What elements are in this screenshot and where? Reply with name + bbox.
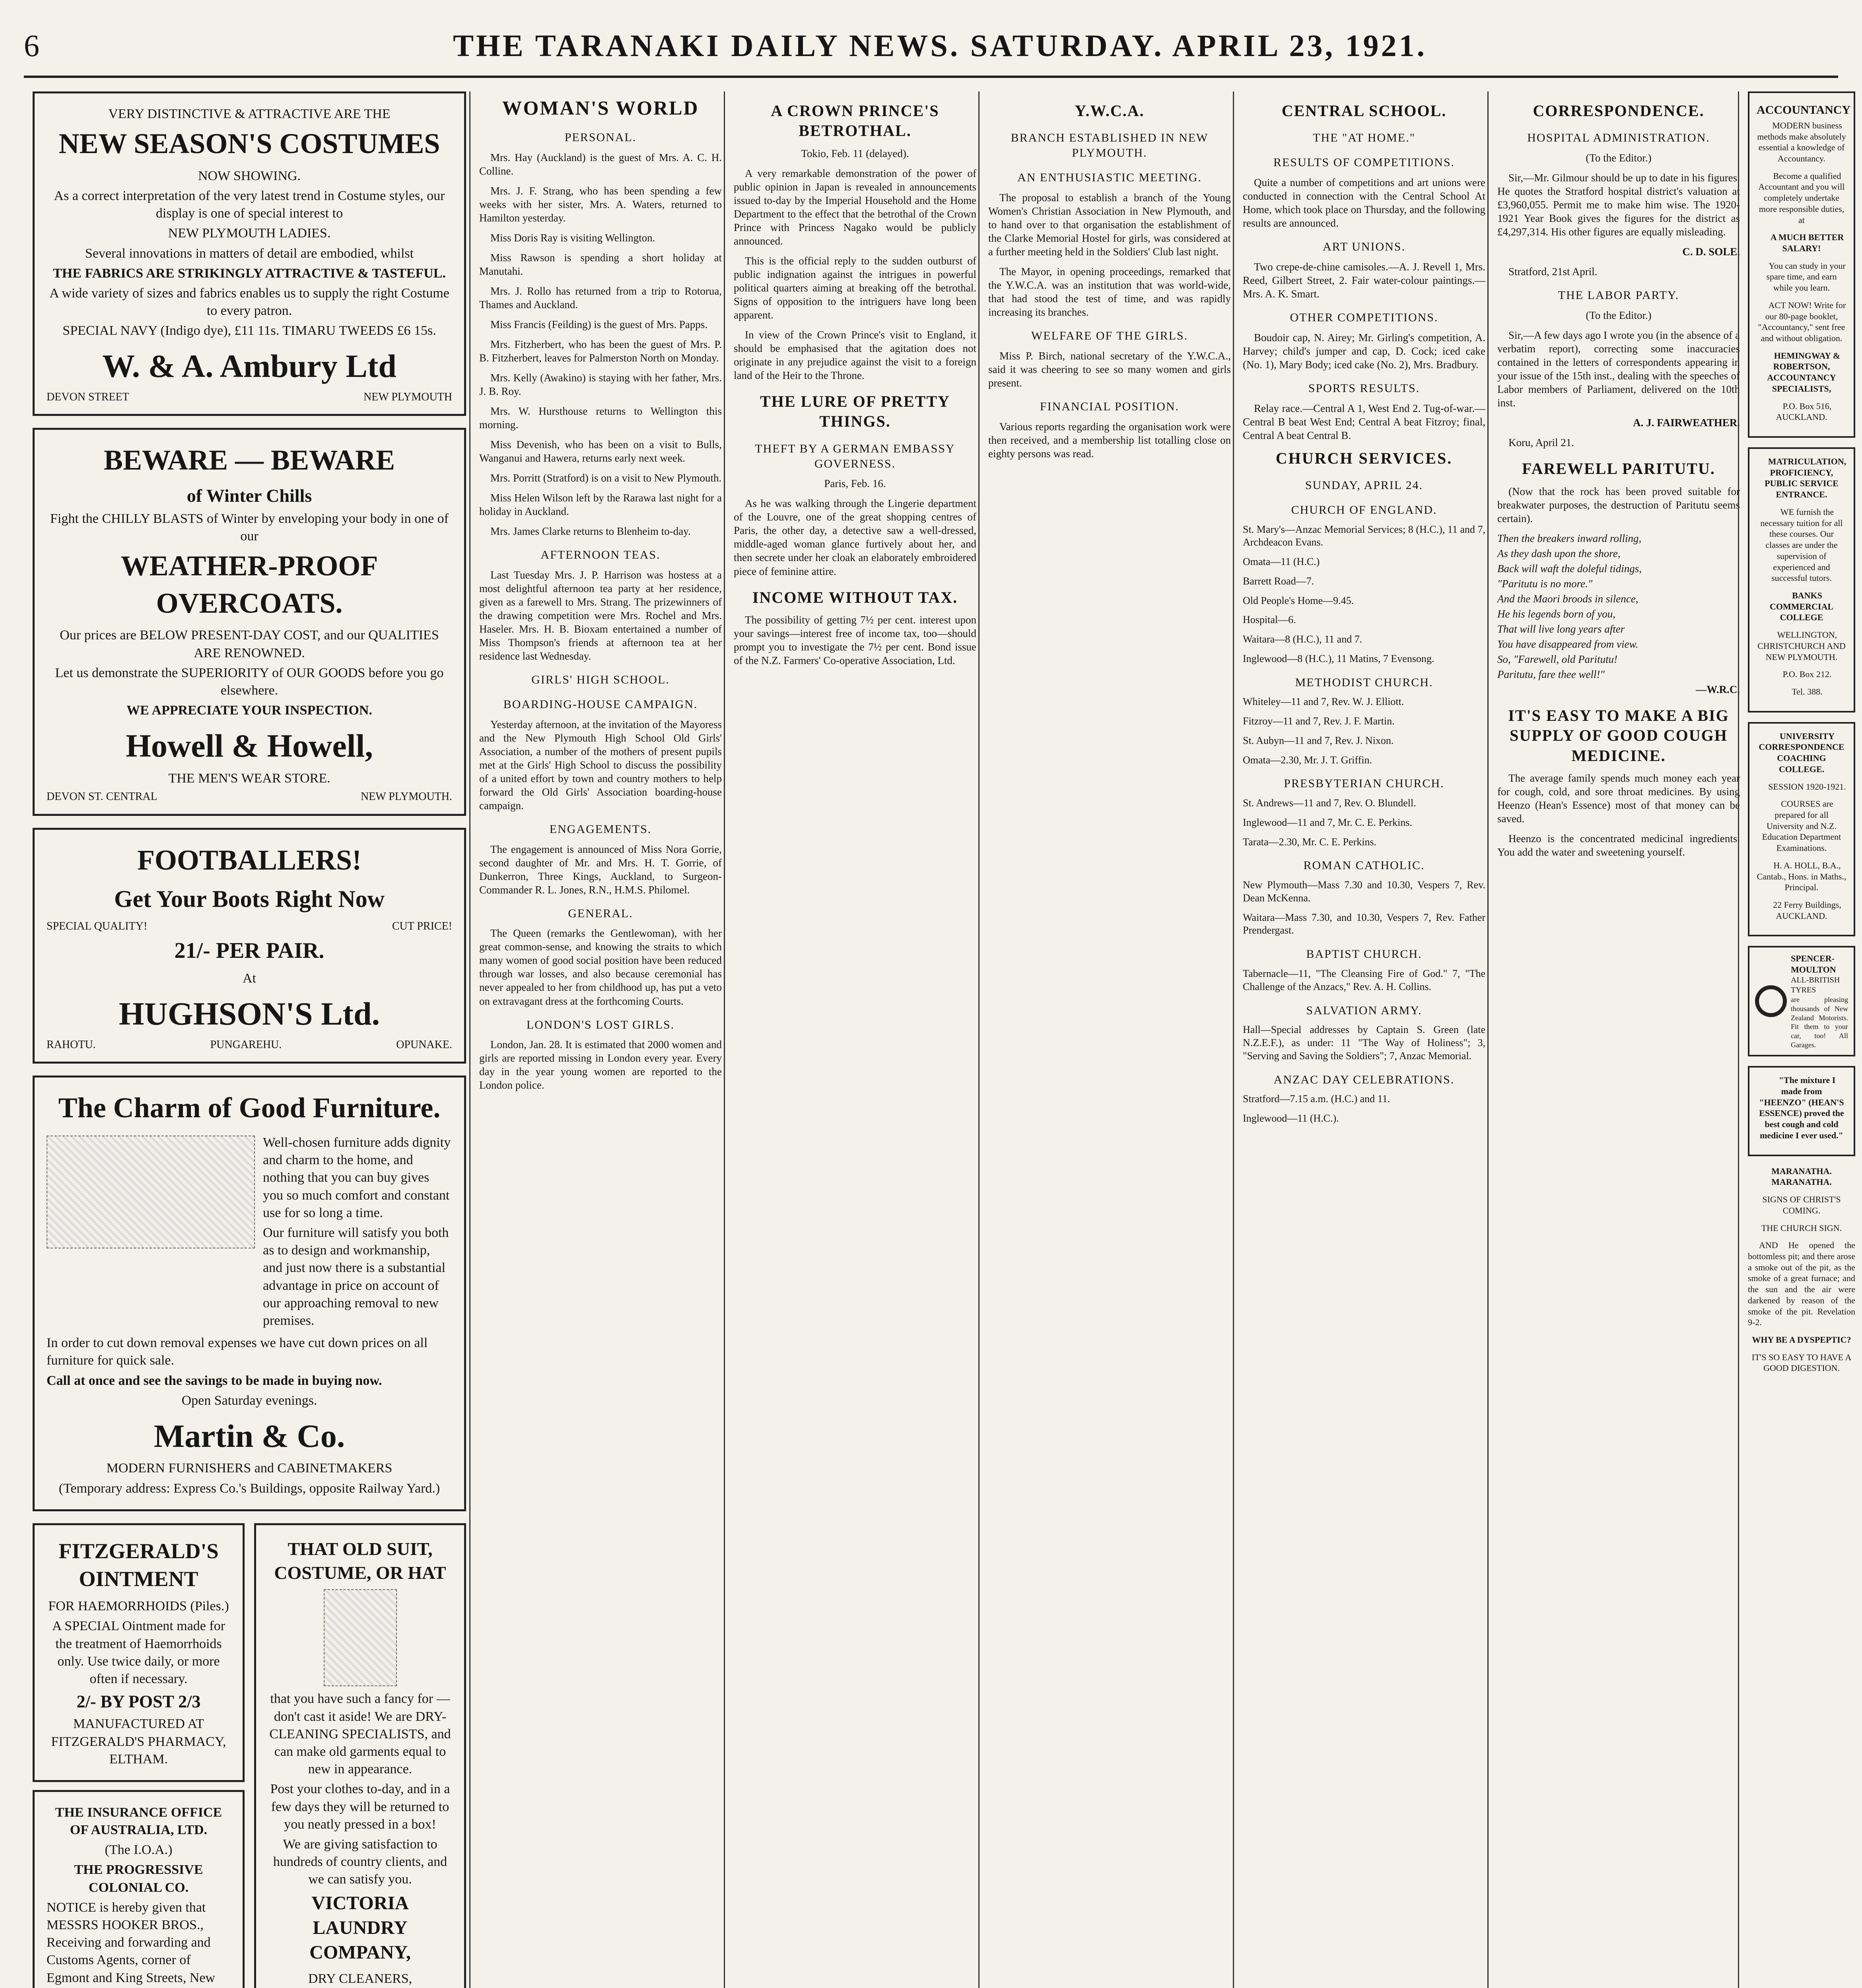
sideboard-illustration xyxy=(47,1136,255,1248)
womans-world-column xyxy=(469,91,731,1988)
letter-body: Sir,—A few days ago I wrote you (in the absence of a verbatim report), correcting some inaccuracies contained in the letters of correspondents appearing in your issue of the 15th inst., dealing with the speeches of Labor members of Parliament, delivered on the 10th inst. xyxy=(1497,329,1740,409)
ad-firm-name: HUGHSON'S Ltd. xyxy=(119,996,380,1032)
ad-call: Call at once and see the savings to be made in buying now. xyxy=(47,1373,382,1388)
ad-tagline: MODERN FURNISHERS and CABINETMAKERS xyxy=(106,1461,393,1476)
ad-body: COURSES are prepared for all University and N.Z. Education Department Examinations. xyxy=(1762,799,1841,853)
section-subhead: SIGNS OF CHRIST'S COMING. xyxy=(1762,1194,1841,1215)
ad-invite: WE APPRECIATE YOUR INSPECTION. xyxy=(126,703,372,718)
personal-item: Miss Helen Wilson left by the Rarawa last night for a holiday in Auckland. xyxy=(479,492,722,518)
masthead xyxy=(24,16,1838,78)
article-subhead: THEFT BY A GERMAN EMBASSY GOVERNESS. xyxy=(755,442,955,470)
article-headline: Y.W.C.A. xyxy=(1075,102,1145,120)
ad-body: You can study in your spare time, and earn while you learn. xyxy=(1766,260,1846,293)
letter-to: (To the Editor.) xyxy=(1586,152,1652,164)
article-body: In view of the Crown Prince's visit to England, it should be emphasised that the agitation does not originate in any prejudice against the visit to a foreign land of the Heir to the Throne. xyxy=(734,328,976,382)
heenzo-quote-ad xyxy=(1748,1066,1855,1156)
church-service-entry: Omata—11 (H.C.) xyxy=(1243,556,1320,568)
ad-body: WE furnish the necessary tuition for all these courses. Our classes are under the supervision of experienced and successful tutors. xyxy=(1760,507,1843,583)
poem-line: So, "Farewell, old Paritutu! xyxy=(1497,653,1618,665)
section-subhead: AFTERNOON TEAS. xyxy=(540,548,661,562)
heenzo-body: The average family spends much money each year for cough, cold, and sore throat medicines. By using Heenzo (Hean's Essence) most of that money can be saved. xyxy=(1497,772,1740,825)
article-body: The possibility of getting 7½ per cent. interest upon your savings—interest free of income tax, too—should prompt you to investigate the 7½ per cent. Bond issue of the N.Z. Farmers' Co-operative Association, Ltd. xyxy=(734,613,976,666)
section-subhead: THE CHURCH SIGN. xyxy=(1761,1223,1842,1233)
personal-item: Miss Francis (Feilding) is the guest of Mrs. Papps. xyxy=(490,318,707,330)
section-subhead: WHY BE A DYSPEPTIC? xyxy=(1752,1334,1851,1345)
ad-feature: THE FABRICS ARE STRIKINGLY ATTRACTIVE & TASTEFUL. xyxy=(53,266,446,281)
personal-item: Mrs. W. Hursthouse returns to Wellington this morning. xyxy=(479,405,722,431)
article-body: The proposal to establish a branch of the Young Women's Christian Association in New Plymouth, and to hand over to that organisation the establishment of the Clarke Memorial Hostel for girls, was considered at a further meeting held in the Soldiers' Club last night. xyxy=(988,191,1231,258)
church-service-entry: St. Aubyn—11 and 7, Rev. J. Nixon. xyxy=(1243,734,1394,746)
ad-tutor: H. A. HOLL, B.A., Cantab., Hons. in Maths., Principal. xyxy=(1757,860,1846,893)
ad-body: Our furniture will satisfy you both as to design and workmanship, and just now there is a substantial advantage in price on account of our approaching removal to new premises. xyxy=(263,1225,449,1328)
ad-prices: Our prices are BELOW PRESENT-DAY COST, and our QUALITIES ARE RENOWNED. xyxy=(60,628,439,660)
personal-item: Mrs. J. Rollo has returned from a trip to Rotorua, Thames and Auckland. xyxy=(479,285,722,311)
personal-item: Mrs. Kelly (Awakino) is staying with her father, Mrs. J. B. Roy. xyxy=(479,372,722,398)
church-service-entry: Inglewood—8 (H.C.), 11 Matins, 7 Evensong. xyxy=(1243,652,1434,664)
letter-to: (To the Editor.) xyxy=(1586,309,1652,322)
ad-street: DEVON ST. CENTRAL xyxy=(47,790,157,803)
man-illustration xyxy=(324,1589,397,1686)
ad-headline: NEW SEASON'S COSTUMES xyxy=(58,128,440,160)
ad-headline: The Charm of Good Furniture. xyxy=(58,1092,441,1124)
article-headline: CENTRAL SCHOOL. xyxy=(1281,102,1447,120)
ad-kicker: VERY DISTINCTIVE & ATTRACTIVE ARE THE xyxy=(108,107,391,121)
correspondence-column xyxy=(1487,91,1749,1988)
letter-subhead: THE LABOR PARTY. xyxy=(1558,289,1679,302)
church-service-entry: Barrett Road—7. xyxy=(1243,575,1314,587)
poem-line: As they dash upon the shore, xyxy=(1497,547,1621,559)
church-service-entry: Fitzroy—11 and 7, Rev. J. F. Martin. xyxy=(1243,715,1395,727)
article-body: Two crepe-de-chine camisoles.—A. J. Revell 1, Mrs. Reed, Gilbert Street, 2. Fair water-colour paintings.—Mrs. A. K. Smart. xyxy=(1243,260,1485,300)
poem-line: That will live long years after xyxy=(1497,623,1625,635)
church-service-entry: Waitara—8 (H.C.), 11 and 7. xyxy=(1243,633,1362,645)
ad-subhead: FOR HAEMORRHOIDS (Piles.) xyxy=(48,1599,229,1614)
ad-special-price: SPECIAL NAVY (Indigo dye), £11 11s. TIMARU TWEEDS £6 15s. xyxy=(62,323,436,338)
section-title: WOMAN'S WORLD xyxy=(502,97,699,119)
ad-product: WEATHER-PROOF OVERCOATS. xyxy=(121,550,378,619)
church-service-entry: St. Mary's—Anzac Memorial Services; 8 (H.C.), 11 and 7, Archdeacon Evans. xyxy=(1243,523,1485,548)
ad-body: that you have such a fancy for — don't cast it aside! We are DRY-CLEANING SPECIALISTS, and can make old garments equal to new in appearance. xyxy=(269,1691,451,1777)
poem-line: Back will waft the doleful tidings, xyxy=(1497,562,1642,575)
church-services-date: SUNDAY, APRIL 24. xyxy=(1305,478,1423,492)
section-subhead: PERSONAL. xyxy=(564,131,637,144)
church-service-entry: Hospital—6. xyxy=(1243,614,1296,626)
ad-body: A SPECIAL Ointment made for the treatment of Haemorrhoids only. Use twice daily, or more often if necessary. xyxy=(52,1619,225,1686)
article-body: Relay race.—Central A 1, West End 2. Tug-of-war.—Central B beat West End; Central A beat Fitzroy; final, Central A beat Central B. xyxy=(1243,402,1485,441)
ad-box: P.O. Box 212. xyxy=(1782,669,1832,679)
article-body: London, Jan. 28. It is estimated that 2000 women and girls are reported missing in London every year. Every day in the year young women are reported to the London police. xyxy=(479,1039,722,1091)
ad-firm-name: HEMINGWAY & ROBERTSON, ACCOUNTANCY SPECIALISTS, xyxy=(1767,350,1841,394)
news-column xyxy=(724,91,985,1988)
church-service-entry: Omata—2.30, Mr. J. T. Griffin. xyxy=(1243,754,1372,766)
article-dateline: Paris, Feb. 16. xyxy=(824,478,886,490)
ad-headline: UNIVERSITY CORRESPONDENCE COACHING COLLEGE. xyxy=(1759,731,1845,774)
section-subhead: BOARDING-HOUSE CAMPAIGN. xyxy=(503,697,698,711)
church-service-entry: Old People's Home—9.45. xyxy=(1243,594,1354,606)
ad-price: 21/- PER PAIR. xyxy=(174,938,325,963)
ad-quality: SPECIAL QUALITY! xyxy=(47,920,148,933)
personal-item: Mrs. J. F. Strang, who has been spending a few weeks with her sister, Mrs. A. Waters, returned to Hamilton yesterday. xyxy=(479,184,722,224)
article-subhead: THE "AT HOME." xyxy=(1313,131,1415,145)
ad-price: 2/- BY POST 2/3 xyxy=(76,1692,201,1712)
article-body: Yesterday afternoon, at the invitation of the Mayoress and the New Plymouth High School Old Girls' Association, a number of the mothers of present pupils met at the Girls' High School to discuss the possibility of a united effort by town and country mothers to help forward the Old Girls' Association boarding-house campaign. xyxy=(479,718,722,812)
ad-body: Post your clothes to-day, and in a few days they will be returned to you neatly pressed in a box! xyxy=(270,1782,450,1832)
page-number: 6 xyxy=(24,28,42,63)
ad-town: NEW PLYMOUTH xyxy=(363,391,452,404)
classified-column xyxy=(1738,91,1862,1988)
article-body: Miss P. Birch, national secretary of the Y.W.C.A., said it was cheering to see so many women and girls present. xyxy=(988,349,1231,389)
ad-body: As a correct interpretation of the very latest trend in Costume styles, our display is one of special interest to xyxy=(54,188,445,221)
ad-headline: ACCOUNTANCY xyxy=(1757,103,1851,116)
ad-address: WELLINGTON, CHRISTCHURCH AND NEW PLYMOUTH. xyxy=(1757,630,1846,662)
insurance-notice-ad xyxy=(33,1790,245,1988)
article-headline: CORRESPONDENCE. xyxy=(1533,102,1705,120)
article-body: A very remarkable demonstration of the power of public opinion in Japan is revealed in announcements issued to-day by the Imperial Household and the Home Department to the effect that the betrothal of the Crown Prince with Princess Nagako would be publicly announced. xyxy=(734,167,976,247)
ad-subhead: NOW SHOWING. xyxy=(198,168,301,183)
ad-headline: FITZGERALD'S OINTMENT xyxy=(58,1539,219,1591)
matriculation-ad xyxy=(1748,447,1855,712)
article-headline: INCOME WITHOUT TAX. xyxy=(752,588,958,606)
poem-line: Then the breakers inward rolling, xyxy=(1497,532,1642,544)
letter-date: Stratford, 21st April. xyxy=(1508,266,1598,278)
article-subhead: RESULTS OF COMPETITIONS. xyxy=(1273,156,1455,169)
article-body: The Queen (remarks the Gentlewoman), with her great common-sense, and knowing the straits to which many women of good social position have been reduced through war losses, and also because ceremonial has never appealed to her from childhood up, has put a veto on extravagant dress at the forthcoming Courts. xyxy=(479,927,722,1007)
ad-pair xyxy=(33,1523,466,1988)
personal-item: Mrs. Hay (Auckland) is the guest of Mrs. A. C. H. Colline. xyxy=(479,151,722,177)
ad-body: MODERN business methods make absolutely essential a knowledge of Accountancy. xyxy=(1757,120,1846,163)
church-denomination: BAPTIST CHURCH. xyxy=(1306,947,1422,961)
letter-signature: A. J. FAIRWEATHER. xyxy=(1633,417,1740,429)
article-body: AND He opened the bottomless pit; and there arose a smoke out of the pit, as the smoke of a great furnace; and the sun and the air were darkened by reason of the smoke of the pit. Revelation 9-2. xyxy=(1748,1240,1855,1328)
spencer-moulton-tyre-ad xyxy=(1748,946,1855,1056)
ad-tagline: THE MEN'S WEAR STORE. xyxy=(168,771,330,786)
ad-address xyxy=(47,390,452,404)
poem-headline: FAREWELL PARITUTU. xyxy=(1522,460,1715,478)
section-subhead: ENGAGEMENTS. xyxy=(549,822,652,836)
ad-act: ACT NOW! Write for our 80-page booklet, "Accountancy," sent free and without obligation. xyxy=(1758,300,1846,344)
ad-subhead: Get Your Boots Right Now xyxy=(114,886,385,912)
ad-town: OPUNAKE. xyxy=(396,1039,452,1051)
ad-headline: BEWARE — BEWARE xyxy=(103,444,395,476)
poem-line: Paritutu, fare thee well!" xyxy=(1497,668,1605,680)
church-service-entry: St. Andrews—11 and 7, Rev. O. Blundell. xyxy=(1243,797,1416,809)
article-body: Last Tuesday Mrs. J. P. Harrison was hostess at a most delightful afternoon tea party at her residence, given as a farewell to Mrs. Strang. The prizewinners of the drawing competition were Mrs. Rochel and Mrs. Haseler. Mrs. H. B. Bioxam entertained a number of Miss Thompson's friends at afternoon tea at her residence last Wednesday. xyxy=(479,569,722,662)
newspaper-title: THE TARANAKI DAILY NEWS. SATURDAY. APRIL 23, 1921. xyxy=(453,28,1427,63)
letter-date: Koru, April 21. xyxy=(1508,437,1574,449)
ad-headline: SPENCER-MOULTON xyxy=(1791,953,1836,975)
ad-demo: Let us demonstrate the SUPERIORITY of OUR GOODS before you go elsewhere. xyxy=(55,665,444,698)
ad-body: Well-chosen furniture adds dignity and charm to the home, and nothing that you can buy gives you so much comfort and constant use for so long a time. xyxy=(263,1135,451,1220)
article-headline: THE LURE OF PRETTY THINGS. xyxy=(760,392,950,431)
university-coaching-ad xyxy=(1748,722,1855,937)
howell-overcoat-ad xyxy=(33,428,466,815)
poem-signature: —W.R.C. xyxy=(1696,683,1740,695)
article-body: As he was walking through the Lingerie department of the Louvre, one of the great shopping centres of Paris, the other day, a detective saw a well-dressed, middle-aged woman glance furtively about her, and then secrete under her cloak an elaborately embroidered piece of feminine attire. xyxy=(734,497,976,577)
ad-tel: Tel. 388. xyxy=(1792,686,1823,697)
poem-line: "Paritutu is no more." xyxy=(1497,577,1593,590)
ad-headline: THE INSURANCE OFFICE OF AUSTRALIA, LTD. xyxy=(55,1805,222,1838)
ambury-costume-ad xyxy=(33,91,466,416)
ad-firm-name: Martin & Co. xyxy=(154,1417,345,1454)
section-subhead: GENERAL. xyxy=(568,907,633,920)
church-denomination: SALVATION ARMY. xyxy=(1306,1004,1422,1017)
advertisement-column xyxy=(24,91,475,1988)
ad-subhead: of Winter Chills xyxy=(187,485,312,506)
letter-signature: C. D. SOLE. xyxy=(1682,246,1740,258)
ad-at: At xyxy=(243,971,256,986)
ywca-column xyxy=(978,91,1240,1988)
article-subhead: WELFARE OF THE GIRLS. xyxy=(1031,329,1188,342)
church-services-list xyxy=(1243,503,1485,1125)
church-denomination: PRESBYTERIAN CHURCH. xyxy=(1284,777,1444,790)
section-title: MARANATHA. MARANATHA. xyxy=(1771,1166,1832,1187)
article-body: Various reports regarding the organisation work were then received, and a membership list totalling close on eighty persons was read. xyxy=(988,420,1231,460)
ad-body: NOTICE is hereby given that MESSRS HOOKER BROS., Receiving and forwarding and Customs Agents, corner of Egmont and King Streets, New xyxy=(47,1900,215,1985)
ad-body: are pleasing thousands of New Zealand Motorists. Fit them to your car, too! All Garages. xyxy=(1791,996,1848,1049)
church-denomination: ROMAN CATHOLIC. xyxy=(1303,859,1425,872)
ad-headline: THAT OLD SUIT, COSTUME, OR HAT xyxy=(274,1538,446,1583)
ad-headline: FOOTBALLERS! xyxy=(137,844,362,876)
personal-item: Mrs. Fitzherbert, who has been the guest of Mrs. P. B. Fitzherbert, leaves for Palmerston North on Monday. xyxy=(479,338,722,364)
article-headline: A CROWN PRINCE'S BETROTHAL. xyxy=(771,102,939,140)
church-service-entry: New Plymouth—Mass 7.30 and 10.30, Vespers 7, Rev. Dean McKenna. xyxy=(1243,879,1485,904)
church-services-title: CHURCH SERVICES. xyxy=(1275,449,1453,467)
ad-towns xyxy=(47,1038,452,1052)
ad-body: Several innovations in matters of detail are embodied, whilst xyxy=(85,246,414,261)
church-service-entry: Stratford—7.15 a.m. (H.C.) and 11. xyxy=(1243,1093,1390,1105)
church-denomination: METHODIST CHURCH. xyxy=(1295,676,1433,689)
ad-salary: A MUCH BETTER SALARY! xyxy=(1770,232,1844,253)
church-service-entry: Hall—Special addresses by Captain S. Green (late N.Z.E.F.), as under: 11 "The Way of Holiness"; 3, "Serving and Saving the Soldiers"; 7, Anzac Memorial. xyxy=(1243,1024,1485,1062)
section-subhead: LONDON'S LOST GIRLS. xyxy=(526,1018,675,1031)
personal-item: Miss Rawson is spending a short holiday at Manutahi. xyxy=(479,251,722,277)
article-subhead: BRANCH ESTABLISHED IN NEW PLYMOUTH. xyxy=(1011,131,1209,160)
ad-street: DEVON STREET xyxy=(47,391,129,404)
ad-town: NEW PLYMOUTH. xyxy=(360,790,452,803)
ad-address: 22 Ferry Buildings, AUCKLAND. xyxy=(1773,900,1841,921)
church-denomination: ANZAC DAY CELEBRATIONS. xyxy=(1273,1073,1455,1086)
church-service-entry: Inglewood—11 and 7, Mr. C. E. Perkins. xyxy=(1243,816,1412,828)
personal-item: Mrs. Porritt (Stratford) is on a visit to New Plymouth. xyxy=(490,472,722,484)
church-service-entry: Tabernacle—11, "The Cleansing Fire of God." 7, "The Challenge of the Anzacs," Rev. A. H. Collins. xyxy=(1243,968,1485,992)
ad-tagline: DRY CLEANERS, xyxy=(308,1971,412,1986)
ad-firm-name: VICTORIA LAUNDRY COMPANY, xyxy=(309,1892,411,1963)
article-dateline: Tokio, Feb. 11 (delayed). xyxy=(801,147,909,159)
poem-note: (Now that the rock has been proved suitable for breakwater purposes, the destruction of Paritutu seems certain). xyxy=(1497,485,1740,524)
personal-item: Miss Devenish, who has been on a visit to Bulls, Wanganui and Hawera, returns early next week. xyxy=(479,439,722,464)
heenzo-body: Heenzo is the concentrated medicinal ingredients. You add the water and sweetening yourself. xyxy=(1497,833,1740,858)
ad-headline: THE PROGRESSIVE COLONIAL CO. xyxy=(74,1862,203,1895)
accountancy-ad xyxy=(1748,91,1855,438)
ad-address: (Temporary address: Express Co.'s Buildings, opposite Railway Yard.) xyxy=(58,1481,440,1496)
ad-body: Become a qualified Accountant and you will completely undertake more responsible duties, at xyxy=(1758,171,1845,225)
ad-firm-name: BANKS COMMERCIAL COLLEGE xyxy=(1769,590,1834,623)
article-subhead: FINANCIAL POSITION. xyxy=(1040,400,1180,413)
ad-town: PUNGAREHU. xyxy=(210,1039,282,1051)
ad-session: SESSION 1920-1921. xyxy=(1768,781,1846,792)
article-subhead: OTHER COMPETITIONS. xyxy=(1290,311,1438,324)
poem-line: He his legends born of you, xyxy=(1497,608,1615,620)
article-body: This is the official reply to the sudden outburst of public indignation against the intrigues in powerful political quarters aiming at breaking off the betrothal. Signs of opposition to the intriguers have long been apparent. xyxy=(734,254,976,321)
ad-maker: MANUFACTURED AT FITZGERALD'S PHARMACY, ELTHAM. xyxy=(51,1716,226,1767)
church-service-entry: Whiteley—11 and 7, Rev. W. J. Elliott. xyxy=(1243,696,1404,708)
ad-body: A wide variety of sizes and fabrics enables us to supply the right Costume to every patron. xyxy=(49,285,449,318)
ad-hours: Open Saturday evenings. xyxy=(181,1393,317,1408)
church-service-entry: Tarata—2.30, Mr. C. E. Perkins. xyxy=(1243,836,1377,848)
section-subhead: GIRLS' HIGH SCHOOL. xyxy=(531,673,670,687)
article-body: The Mayor, in opening proceedings, remarked that the Y.W.C.A. was an institution that was world-wide, that had stood the test of time, and was rapidly increasing its branches. xyxy=(988,265,1231,318)
ad-body: In order to cut down removal expenses we have cut down prices on all furniture for quick sale. xyxy=(47,1336,428,1368)
ad-address: P.O. Box 516, AUCKLAND. xyxy=(1776,401,1832,422)
letter-subhead: HOSPITAL ADMINISTRATION. xyxy=(1527,131,1710,145)
ad-audience: NEW PLYMOUTH LADIES. xyxy=(168,226,331,241)
poem-line: And the Maori broods in silence, xyxy=(1497,592,1638,605)
article-body: Boudoir cap, N. Airey; Mr. Girling's competition, A. Harvey; child's jumper and cap, D. Cock; iced cake (No. 1), Mary Body; iced cake (No. 2), Mrs. Bradbury. xyxy=(1243,331,1485,371)
martin-furniture-ad xyxy=(33,1076,466,1511)
heenzo-headline: IT'S EASY TO MAKE A BIG SUPPLY OF GOOD COUGH MEDICINE. xyxy=(1508,706,1729,765)
fitzgerald-ointment-ad xyxy=(33,1523,245,1782)
letter-body: Sir,—Mr. Gilmour should be up to date in his figures. He quotes the Stratford hospital district's valuation at £3,960,055. Permit me to make him wise. The 1920-1921 Year Book gives the figures for the district as £4,297,314. His other figures are equally misleading. xyxy=(1497,172,1740,238)
ad-subhead: ALL-BRITISH TYRES xyxy=(1791,975,1840,995)
section-subhead: IT'S SO EASY TO HAVE A GOOD DIGESTION. xyxy=(1751,1352,1852,1373)
ad-firm-name: Howell & Howell, xyxy=(126,728,373,764)
ad-address xyxy=(47,790,452,804)
church-denomination: CHURCH OF ENGLAND. xyxy=(1291,503,1437,516)
hughson-boots-ad xyxy=(33,828,466,1064)
central-school-column xyxy=(1233,91,1494,1988)
article-body: Quite a number of competitions and art unions were conducted in connection with the Central School At Home, which took place on Thursday, and the following results are announced. xyxy=(1243,176,1485,229)
ad-firm-name: W. & A. Ambury Ltd xyxy=(102,348,397,384)
article-subhead: AN ENTHUSIASTIC MEETING. xyxy=(1017,171,1202,184)
poem-lines xyxy=(1497,532,1740,681)
personal-item: Miss Doris Ray is visiting Wellington. xyxy=(490,231,655,244)
ad-cut-price: CUT PRICE! xyxy=(392,920,452,933)
church-service-entry: Waitara—Mass 7.30, and 10.30, Vespers 7, Rev. Father Prendergast. xyxy=(1243,911,1485,936)
personal-item: Mrs. James Clarke returns to Blenheim to-day. xyxy=(490,525,691,538)
church-service-entry: Inglewood—11 (H.C.). xyxy=(1243,1112,1339,1124)
ad-offer-row xyxy=(47,919,452,934)
ad-quote: "The mixture I made from "HEENZO" (HEAN'S ESSENCE) proved the best cough and cold medicine I ever used." xyxy=(1759,1075,1844,1140)
ad-headline: MATRICULATION, PROFICIENCY, PUBLIC SERVICE ENTRANCE. xyxy=(1765,456,1846,500)
article-subhead: SPORTS RESULTS. xyxy=(1308,381,1420,395)
ad-body: Fight the CHILLY BLASTS of Winter by enveloping your body in one of our xyxy=(50,511,449,544)
poem-line: You have disappeared from view. xyxy=(1497,638,1638,650)
ad-body: We are giving satisfaction to hundreds of country clients, and we can satisfy you. xyxy=(273,1837,447,1887)
article-subhead: ART UNIONS. xyxy=(1323,240,1405,254)
article-body: The engagement is announced of Miss Nora Gorrie, second daughter of Mr. and Mrs. H. T. Gorrie, of Dunkerron, Three Kings, Auckland, to Surgeon-Commander R. L. Jones, R.N., H.M.S. Philomel. xyxy=(479,843,722,896)
ad-town: RAHOTU. xyxy=(47,1039,96,1051)
ad-subhead: (The I.O.A.) xyxy=(105,1842,173,1858)
victoria-laundry-ad xyxy=(254,1523,466,1988)
tyre-icon xyxy=(1755,985,1787,1017)
